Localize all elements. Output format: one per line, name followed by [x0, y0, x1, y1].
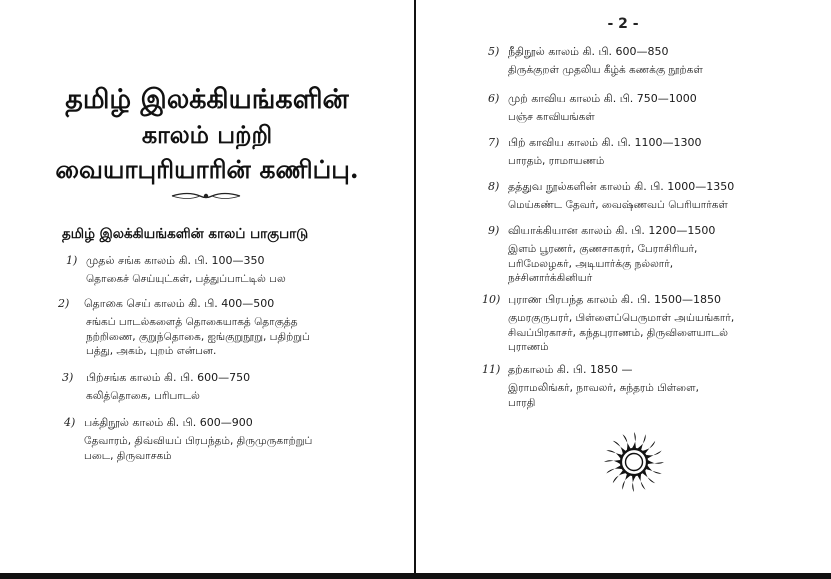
entry-heading: புராண பிரபந்த காலம் கி. பி. 1500—1850	[508, 293, 722, 306]
entry-heading: தொகை செய் காலம் கி. பி. 400—500	[84, 297, 275, 310]
sun-ray	[642, 470, 655, 483]
entry-detail-line: நச்சினார்க்கினியர்	[508, 272, 593, 284]
entry-heading: பக்திநூல் காலம் கி. பி. 600—900	[84, 416, 253, 429]
entry-number: 2)	[58, 297, 70, 310]
list-item	[488, 224, 715, 286]
entry-detail-line: இராமலிங்கர், நாவலர், சுந்தரம் பிள்ளை,	[508, 382, 699, 394]
entry-heading: தற்காலம் கி. பி. 1850 —	[508, 363, 633, 376]
sun-ray	[606, 466, 622, 474]
list-item	[64, 416, 312, 463]
list-item	[58, 297, 310, 359]
entry-heading: முற் காவிய காலம் கி. பி. 750—1000	[508, 92, 697, 105]
page-number: - 2 -	[607, 16, 639, 32]
entry-number: 9)	[488, 224, 500, 237]
list-item	[482, 363, 699, 410]
sun-ray	[638, 434, 646, 450]
list-item	[482, 293, 734, 355]
ornament-flourish-icon	[170, 190, 242, 202]
entry-detail-line: பரிமேலழகர், அடியார்க்கு நல்லார்,	[508, 257, 674, 270]
sun-ornament-icon	[602, 430, 666, 494]
entry-number: 3)	[62, 371, 74, 384]
entry-heading: முதல் சங்க காலம் கி. பி. 100—350	[86, 254, 265, 267]
entry-detail-line: பாரதி	[508, 396, 536, 409]
entry-heading: பிற் காவிய காலம் கி. பி. 1100—1300	[508, 136, 702, 149]
entry-number: 5)	[488, 45, 500, 58]
sun-ray	[646, 451, 662, 459]
title-line-1: தமிழ் இலக்கியங்களின்	[65, 84, 349, 115]
entry-heading: பிற்சங்க காலம் கி. பி. 600—750	[86, 371, 251, 384]
left-page	[0, 0, 414, 573]
entry-detail-line: பாரதம், ராமாயணம்	[508, 155, 605, 167]
entry-detail-line: பஞ்ச காவியங்கள்	[508, 111, 595, 123]
entry-heading: நீதிநூல் காலம் கி. பி. 600—850	[508, 45, 669, 58]
section-heading: தமிழ் இலக்கியங்களின் காலப் பாகுபாடு	[62, 226, 309, 242]
sun-ray	[632, 432, 636, 448]
sun-ray	[622, 474, 630, 490]
entry-number: 10)	[482, 293, 501, 306]
entry-detail-line: சிவப்பிரகாசர், கந்தபுராணம், திருவிளையாடல்	[508, 326, 729, 339]
entry-number: 7)	[488, 136, 500, 149]
sun-ray	[638, 474, 646, 490]
entry-detail-line: தொகைச் செய்யுட்கள், பத்துப்பாட்டில் பல	[86, 273, 286, 285]
entry-number: 8)	[488, 180, 500, 193]
sun-ray	[632, 476, 636, 492]
entry-detail-line: படை, திருவாசகம்	[84, 449, 172, 462]
entry-detail-line: பத்து, அகம், புறம் என்பன.	[86, 345, 217, 357]
list-item	[62, 371, 250, 404]
right-page	[416, 0, 830, 573]
entry-detail-line: தேவாரம், திவ்வியப் பிரபந்தம், திருமுருகாற்றுப்	[84, 435, 313, 447]
entry-number: 1)	[66, 254, 78, 267]
entry-detail-line: கலித்தொகை, பரிபாடல்	[86, 390, 200, 402]
entry-detail-line: நற்றிணை, குறுந்தொகை, ஐங்குறுநூறு, பதிற்றுப்	[86, 330, 310, 343]
entry-detail-line: குமரகுருபரர், பிள்ளைப்பெருமாள் அய்யங்கார்,	[508, 312, 735, 324]
list-item	[488, 136, 702, 169]
entry-heading: வியாக்கியான காலம் கி. பி. 1200—1500	[508, 224, 716, 237]
list-item	[488, 92, 697, 125]
sun-ray	[646, 466, 662, 474]
sun-ray	[613, 470, 626, 483]
sun-ray	[606, 450, 622, 458]
title-line-2: காலம் பற்றி	[141, 120, 273, 149]
entry-detail-line: திருக்குறள் முதலிய கீழ்க் கணக்கு நூற்கள்	[508, 64, 703, 76]
sun-ray	[604, 460, 620, 464]
sun-ray	[613, 441, 626, 454]
sun-ray	[623, 434, 631, 450]
list-item	[488, 180, 734, 213]
entry-number: 6)	[488, 92, 500, 105]
entry-heading: தத்துவ நூல்களின் காலம் கி. பி. 1000—1350	[508, 180, 735, 193]
list-item	[66, 254, 286, 287]
title-line-3: வையாபுரியாரின் கணிப்பு.	[55, 155, 359, 184]
entry-detail-line: சங்கப் பாடல்களைத் தொகையாகத் தொகுத்த	[86, 316, 298, 328]
entry-detail-line: இளம் பூரணர், குணசாகரர், பேராசிரியர்,	[508, 243, 698, 255]
sun-ray	[642, 441, 655, 454]
sun-ray	[648, 460, 664, 464]
entry-number: 4)	[64, 416, 76, 429]
list-item	[488, 45, 703, 78]
bottom-rule	[0, 573, 831, 579]
entry-number: 11)	[482, 363, 501, 376]
entry-detail-line: புராணம்	[508, 341, 549, 353]
entry-detail-line: மெய்கண்ட தேவர், வைஷ்ணவப் பெரியார்கள்	[508, 199, 728, 211]
